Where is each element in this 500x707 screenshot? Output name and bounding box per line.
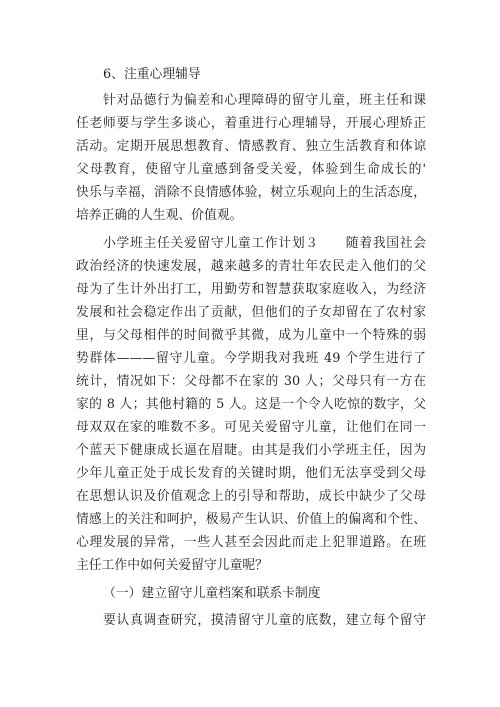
paragraph-line: 主任工作中如何关爱留守儿童呢？ xyxy=(76,558,268,573)
paragraph-line: 快乐与幸福，消除不良情感体验，树立乐观向上的生活态度， xyxy=(76,185,426,200)
paragraph-line: 情感上的关注和呵护，极易产生认识、价值上的偏离和个性、 xyxy=(76,512,426,527)
paragraph-line: 活动。定期开展思想教育、情感教育、独立生活教育和体谅 xyxy=(76,139,426,154)
paragraph-line: 政治经济的快速发展，越来越多的青壮年农民走入他们的父 xyxy=(76,259,426,274)
paragraph-line: 少年儿童正处于成长发育的关键时期，他们无法享受到父母 xyxy=(76,466,426,481)
paragraph-line: 里，与父母相伴的时间微乎其微，成为儿童中一个特殊的弱 xyxy=(76,328,426,343)
paragraph-line: 统计，情况如下：父母都不在家的 30 人；父母只有一方在 xyxy=(76,374,426,389)
paragraph-line: 发展和社会稳定作出了贡献，但他们的子女却留在了农村家 xyxy=(76,305,426,320)
paragraph-line: 心理发展的异常，一些人甚至会因此而走上犯罪道路。在班 xyxy=(76,535,426,550)
paragraph-line: 要认真调查研究，摸清留守儿童的底数，建立每个留守 xyxy=(103,613,426,628)
paragraph-line: 个蓝天下健康成长逼在眉睫。由其是我们小学班主任，因为 xyxy=(76,443,426,458)
paragraph-line: 针对品德行为偏差和心理障碍的留守儿童，班主任和课 xyxy=(103,93,426,108)
paragraph-line: 母双双在家的唯数不多。可见关爱留守儿童，让他们在同一 xyxy=(76,420,426,435)
paragraph-line: 任老师要与学生多谈心，着重进行心理辅导，开展心理矫正 xyxy=(76,116,426,131)
section-heading: 6、注重心理辅导 xyxy=(103,67,201,82)
paragraph-line: 势群体———留守儿童。今学期我对我班 49 个学生进行了 xyxy=(76,351,426,366)
paragraph-line: 母为了生计外出打工，用勤劳和智慧获取家庭收入，为经济 xyxy=(76,282,426,297)
paragraph-line: 家的 8 人；其他村籍的 5 人。这是一个令人吃惊的数字，父 xyxy=(76,397,426,412)
paragraph-line: 在思想认识及价值观念上的引导和帮助，成长中缺少了父母 xyxy=(76,489,426,504)
paragraph-line: 小学班主任关爱留守儿童工作计划３ 随着我国社会 xyxy=(103,236,426,251)
paragraph-line: 培养正确的人生观、价值观。 xyxy=(76,208,243,223)
subsection-heading: （一）建立留守儿童档案和联系卡制度 xyxy=(103,586,321,601)
paragraph-line: 父母教育，使留守儿童感到备受关爱，体验到生命成长的' xyxy=(76,162,426,177)
